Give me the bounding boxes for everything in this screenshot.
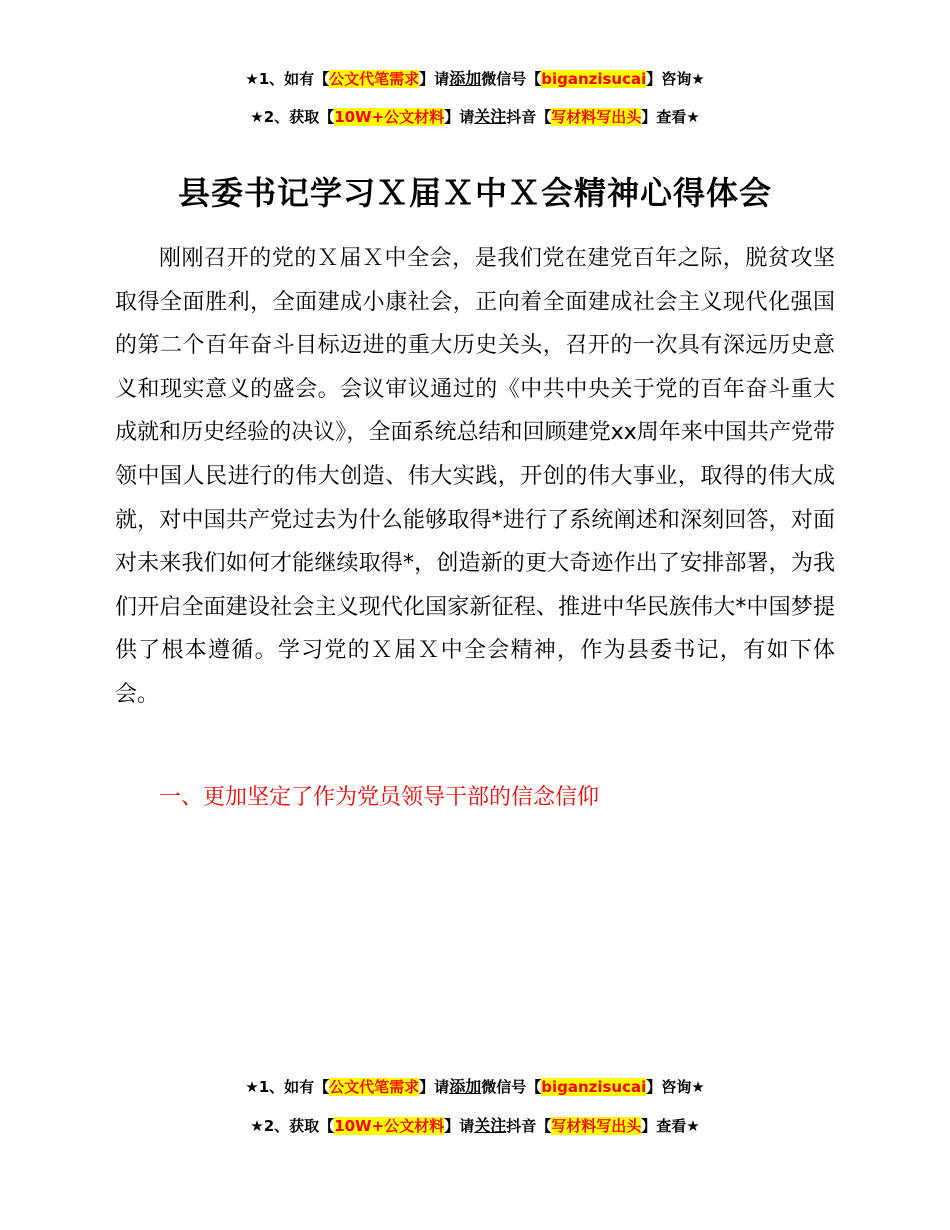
promo-mid: 抖音【: [506, 1117, 552, 1135]
header-promo-line-1: [0, 69, 950, 89]
promo-mid: 微信号【: [481, 70, 542, 88]
promo-prefix: ★1、如有【: [245, 1078, 330, 1096]
promo-highlight-materials: 10W+公文材料: [334, 108, 445, 126]
promo-highlight-douyin-id: 写材料写出头: [551, 108, 642, 126]
promo-underlined-action: 关注: [474, 1116, 507, 1135]
promo-underlined-action: 添加: [449, 1077, 482, 1096]
promo-mid: 】请: [419, 70, 450, 88]
section-heading: 一、更加坚定了作为党员领导干部的信念信仰: [159, 785, 600, 810]
promo-prefix: ★1、如有【: [245, 70, 330, 88]
promo-mid: 】请: [444, 108, 475, 126]
promo-suffix: 】咨询★: [646, 1078, 705, 1096]
promo-highlight-service: 公文代笔需求: [329, 1078, 420, 1096]
promo-prefix: ★2、获取【: [250, 108, 335, 126]
promo-highlight-wechat-id: biganzisucai: [541, 70, 647, 88]
promo-highlight-materials: 10W+公文材料: [334, 1117, 445, 1135]
promo-mid: 】请: [444, 1117, 475, 1135]
promo-highlight-wechat-id: biganzisucai: [541, 1078, 647, 1096]
promo-underlined-action: 添加: [449, 69, 482, 88]
promo-underlined-action: 关注: [474, 107, 507, 126]
promo-mid: 微信号【: [481, 1078, 542, 1096]
promo-suffix: 】查看★: [641, 1117, 700, 1135]
promo-mid: 抖音【: [506, 108, 552, 126]
promo-highlight-service: 公文代笔需求: [329, 70, 420, 88]
promo-mid: 】请: [419, 1078, 450, 1096]
header-promo-line-2: [0, 107, 950, 127]
document-title: 县委书记学习Ｘ届Ｘ中Ｘ会精神心得体会: [177, 174, 772, 212]
promo-prefix: ★2、获取【: [250, 1117, 335, 1135]
body-paragraph: 刚刚召开的党的Ｘ届Ｘ中全会，是我们党在建党百年之际，脱贫攻坚取得全面胜利，全面建成小康社会，正向着全面建成社会主义现代化强国的第二个百年奋斗目标迈进的重大历史关头，召开的一次具有深远历史意义和现实意义的盛会。会议审议通过的《中共中央关于党的百年奋斗重大成就和历史经验的决议》，全面系统总结和回顾建党xx周年来中国共产党带领中国人民进行的伟大创造、伟大实践，开创的伟大事业，取得的伟大成就，对中国共产党过去为什么能够取得*进行了系统阐述和深刻回答，对面对未来我们如何才能继续取得*，创造新的更大奇迹作出了安排部署，为我们开启全面建设社会主义现代化国家新征程、推进中华民族伟大*中国梦提供了根本遵循。学习党的Ｘ届Ｘ中全会精神，作为县委书记，有如下体会。: [115, 246, 835, 707]
promo-suffix: 】查看★: [641, 108, 700, 126]
promo-suffix: 】咨询★: [646, 70, 705, 88]
footer-promo-line-2: [0, 1116, 950, 1136]
promo-highlight-douyin-id: 写材料写出头: [551, 1117, 642, 1135]
footer-promo-line-1: [0, 1077, 950, 1097]
